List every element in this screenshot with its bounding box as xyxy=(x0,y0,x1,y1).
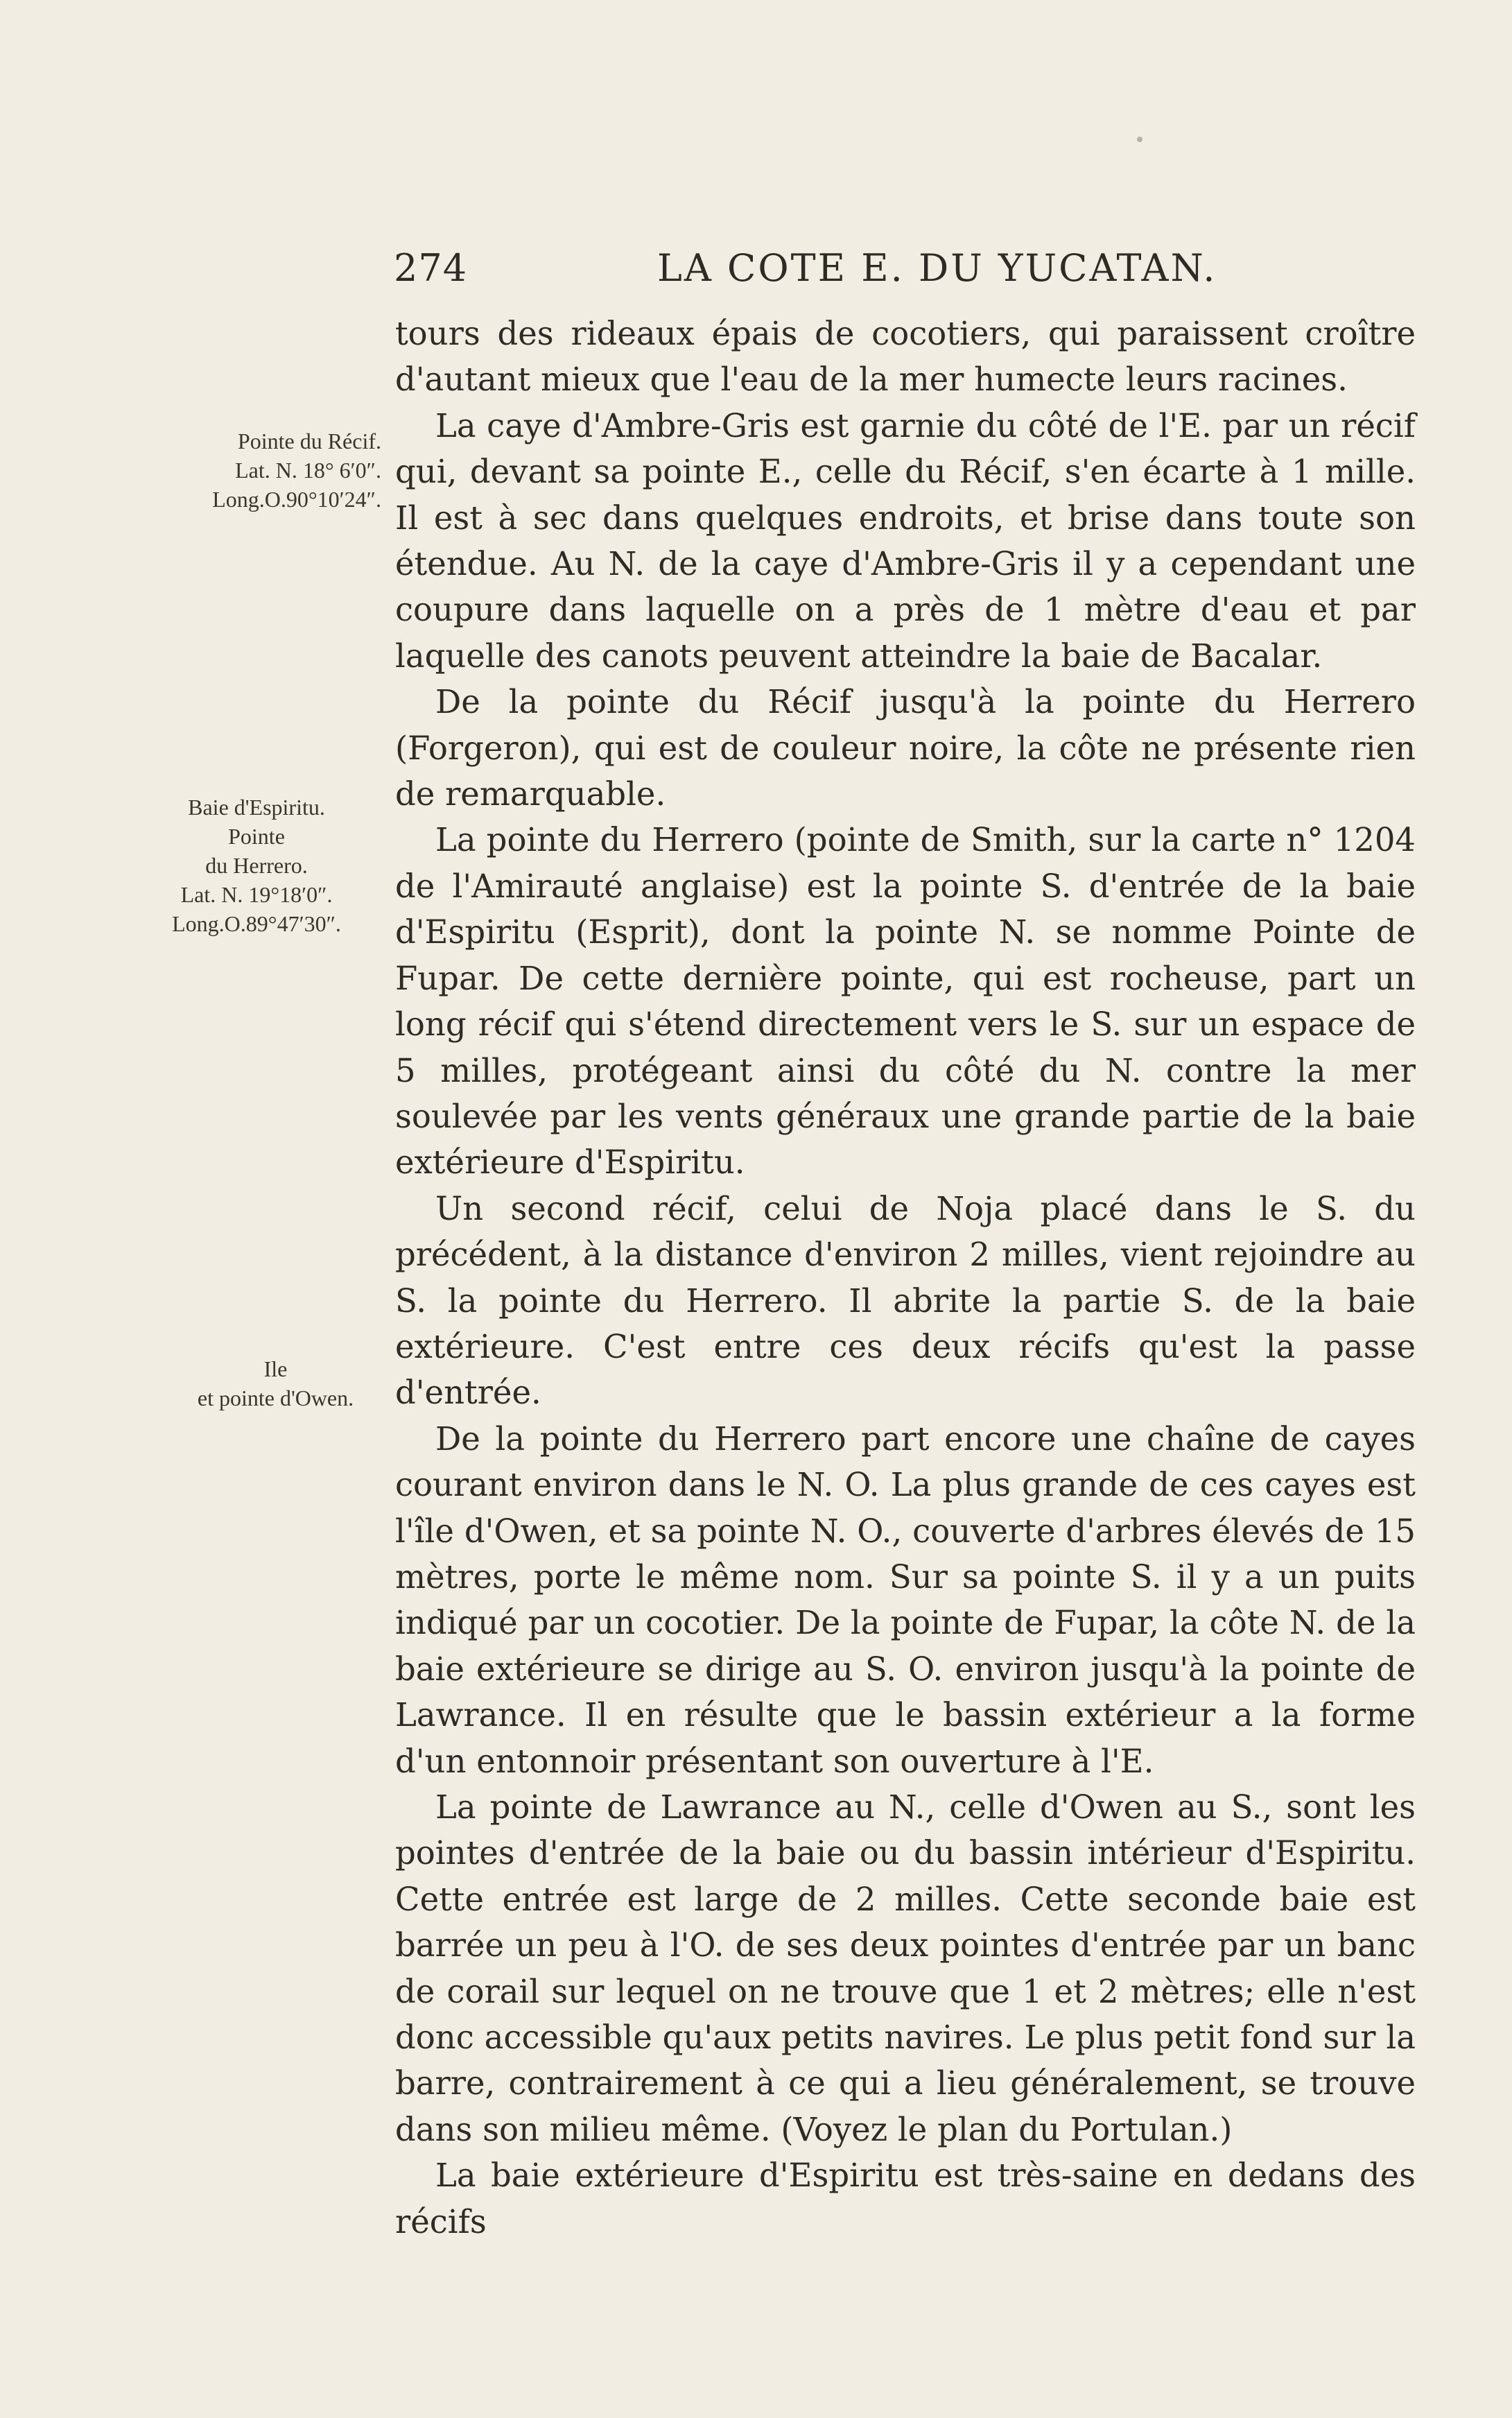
paragraph: Un second récif, celui de Noja placé dans le S. du précédent, à la distance d'environ 2 milles, vient rejoindre au S. la pointe du Herrero. Il abrite la partie S. de la baie extérieure. C'est entre ces deux récifs qu'est la passe d'entrée. xyxy=(395,1189,1416,1412)
margin-note-line: Lat. N. 18° 6′0″. xyxy=(235,458,381,483)
margin-note-line: Pointe xyxy=(228,824,285,849)
running-title: LA COTE E. DU YUCATAN. xyxy=(657,246,1217,290)
body-text xyxy=(395,311,1416,2245)
page-header xyxy=(394,246,1417,302)
margin-note-ile-owen xyxy=(166,1354,385,1413)
margin-note-line: Lat. N. 19°18′0″. xyxy=(180,882,333,907)
paragraph: De la pointe du Herrero part encore une chaîne de cayes courant environ dans le N. O. La plus grande de ces cayes est l'île d'Owen, et sa pointe N. O., couverte d'arbres élevés de 15 mètres, porte le même nom. Sur sa pointe S. il y a un puits indiqué par un cocotier. De la pointe de Fupar, la côte N. de la baie extérieure se dirige au S. O. environ jusqu'à la pointe de Lawrance. Il en résulte que le bassin extérieur a la forme d'un entonnoir présentant son ouverture à l'E. xyxy=(395,1419,1416,1780)
margin-note-line: Long.O.89°47′30″. xyxy=(172,911,341,936)
margin-note-line: Baie d'Espiritu. xyxy=(188,795,325,820)
paragraph: tours des rideaux épais de cocotiers, qui paraissent croître d'autant mieux que l'eau de la mer humecte leurs racines. xyxy=(395,315,1416,399)
paragraph: La pointe du Herrero (pointe de Smith, sur la carte n° 1204 de l'Amirauté anglaise) est la pointe S. d'entrée de la baie d'Espiritu (Esprit), dont la pointe N. se nomme Pointe de Fupar. De cette dernière pointe, qui est rocheuse, part un long récif qui s'étend directement vers le S. sur un espace de 5 milles, protégeant ainsi du côté du N. contre la mer soulevée par les vents généraux une grande partie de la baie extérieure d'Espiritu. xyxy=(395,821,1416,1182)
paragraph: La baie extérieure d'Espiritu est très-saine en dedans des récifs xyxy=(395,2157,1416,2240)
paper-speck xyxy=(1137,137,1142,142)
paragraph: La pointe de Lawrance au N., celle d'Owen au S., sont les pointes d'entrée de la baie ou du bassin intérieur d'Espiritu. Cette entrée est large de 2 milles. Cette seconde baie est barrée un peu à l'O. de ses deux pointes d'entrée par un banc de corail sur lequel on ne trouve que 1 et 2 mètres; elle n'est donc accessible qu'aux petits navires. Le plus petit fond sur la barre, contrairement à ce qui a lieu généralement, se trouve dans son milieu même. (Voyez le plan du Portulan.) xyxy=(395,1788,1416,2148)
margin-note-line: Pointe du Récif. xyxy=(237,429,381,454)
margin-note-pointe-du-recif xyxy=(142,426,381,514)
paragraph: La caye d'Ambre-Gris est garnie du côté de l'E. par un récif qui, devant sa pointe E., celle du Récif, s'en écarte à 1 mille. Il est à sec dans quelques endroits, et brise dans toute son étendue. Au N. de la caye d'Ambre-Gris il y a cependant une coupure dans laquelle on a près de 1 mètre d'eau et par laquelle des canots peuvent atteindre la baie de Bacalar. xyxy=(395,406,1416,675)
margin-note-line: du Herrero. xyxy=(205,853,308,878)
page-number: 274 xyxy=(394,246,468,290)
margin-note-line: et pointe d'Owen. xyxy=(197,1385,354,1410)
margin-note-line: Ile xyxy=(263,1356,288,1381)
paragraph: De la pointe du Récif jusqu'à la pointe du Herrero (Forgeron), qui est de couleur noire, la côte ne présente rien de remarquable. xyxy=(395,683,1416,813)
margin-note-line: Long.O.90°10′24″. xyxy=(212,487,381,512)
margin-note-baie-espiritu xyxy=(142,793,371,938)
